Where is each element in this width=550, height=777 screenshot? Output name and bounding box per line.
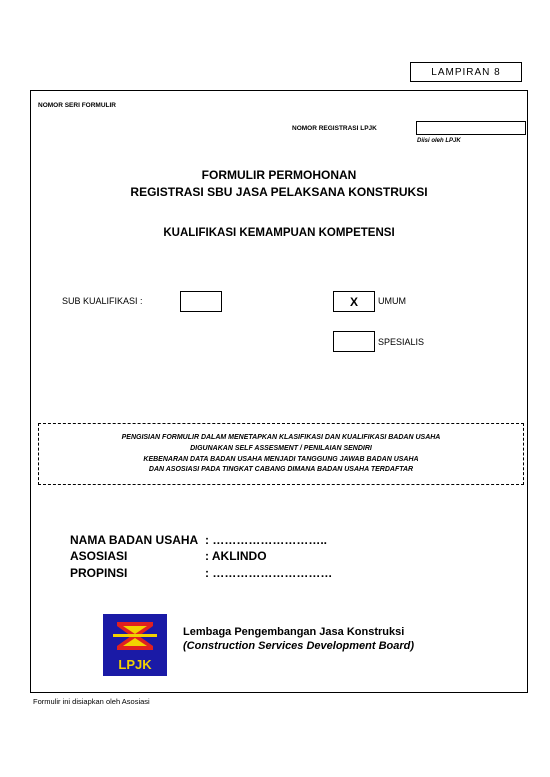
nomor-seri-label: NOMOR SERI FORMULIR (38, 102, 116, 109)
umum-label: UMUM (378, 296, 406, 306)
logo-text: LPJK (118, 657, 152, 672)
form-title-line1: FORMULIR PERMOHONAN (201, 168, 357, 182)
notice-line: DAN ASOSIASI PADA TINGKAT CABANG DIMANA BADAN USAHA TERDAFTAR (148, 466, 414, 473)
umum-mark: X (349, 294, 358, 309)
notice-box (38, 423, 524, 485)
notice-line: DIGUNAKAN SELF ASSESMENT / PENILAIAN SENDIRI (190, 445, 372, 452)
propinsi-value[interactable]: : ………………………… (205, 566, 333, 580)
notice-line: KEBENARAN DATA BADAN USAHA MENJADI TANGGUNG JAWAB BADAN USAHA (143, 456, 419, 463)
nomor-registrasi-label: NOMOR REGISTRASI LPJK (292, 125, 377, 132)
spesialis-label: SPESIALIS (378, 337, 425, 347)
notice-line: PENGISIAN FORMULIR DALAM MENETAPKAN KLASIFIKASI DAN KUALIFIKASI BADAN USAHA (121, 434, 441, 441)
spesialis-checkbox[interactable] (333, 331, 375, 352)
umum-checkbox[interactable] (333, 291, 375, 312)
nama-badan-usaha-label: NAMA BADAN USAHA (70, 533, 199, 547)
sub-kualifikasi-label: SUB KUALIFIKASI : (62, 296, 143, 306)
diisi-oleh-note: Diisi oleh LPJK (417, 138, 461, 144)
asosiasi-value[interactable]: : AKLINDO (205, 549, 267, 563)
nama-badan-usaha-value[interactable]: : ……………………….. (205, 533, 327, 547)
asosiasi-label: ASOSIASI (70, 549, 128, 563)
nomor-registrasi-field[interactable] (416, 121, 526, 135)
lampiran-box: LAMPIRAN 8 (410, 62, 522, 82)
org-name: Lembaga Pengembangan Jasa Konstruksi (183, 626, 405, 638)
form-subtitle: KUALIFIKASI KEMAMPUAN KOMPETENSI (163, 227, 395, 239)
form-title-line2: REGISTRASI SBU JASA PELAKSANA KONSTRUKSI (130, 185, 428, 199)
org-name-english: (Construction Services Development Board) (183, 640, 415, 652)
lpjk-emblem-icon (103, 614, 167, 676)
sub-kualifikasi-field[interactable] (180, 291, 222, 312)
propinsi-label: PROPINSI (70, 566, 128, 580)
footer-note: Formulir ini disiapkan oleh Asosiasi (33, 697, 150, 706)
lpjk-logo (103, 614, 167, 676)
